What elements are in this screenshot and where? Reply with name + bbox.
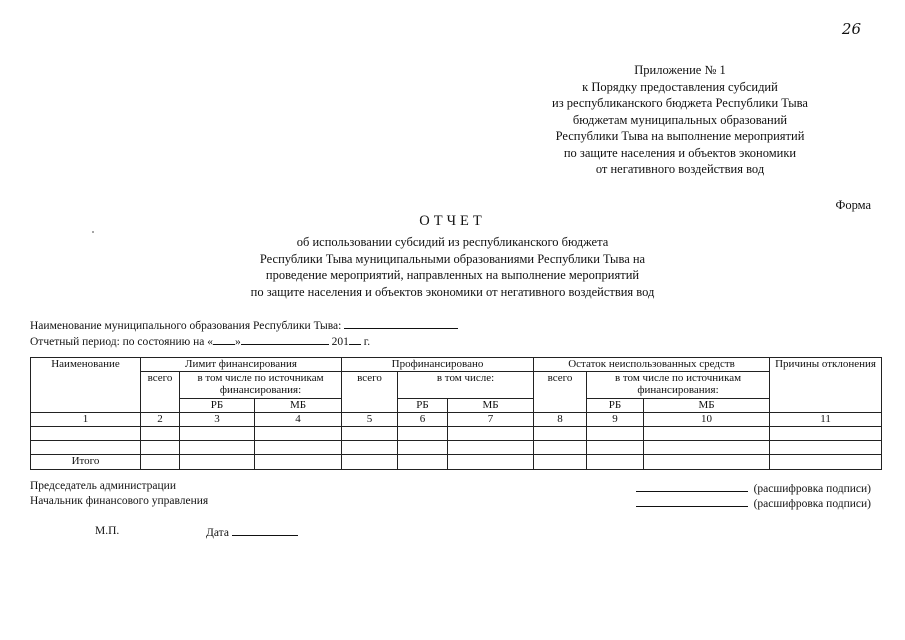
table-cell[interactable]	[255, 441, 342, 455]
report-title: ОТЧЕТ	[419, 213, 486, 229]
finance-head-decoding: (расшифровка подписи)	[753, 498, 871, 510]
table-cell[interactable]	[534, 441, 587, 455]
chairman-decoding: (расшифровка подписи)	[753, 483, 871, 495]
header-remainder: Остаток неиспользованных средств	[534, 358, 770, 372]
column-number: 8	[534, 413, 587, 427]
table-cell[interactable]	[770, 427, 882, 441]
header-remainder-total: всего	[534, 372, 587, 413]
table-cell[interactable]	[770, 441, 882, 455]
seal-label: М.П.	[95, 525, 120, 537]
column-number: 3	[180, 413, 255, 427]
table-cell[interactable]	[31, 427, 141, 441]
subtitle-line: об использовании субсидий из республиканского бюджета	[296, 235, 609, 249]
total-row	[31, 455, 882, 470]
period-year-field[interactable]	[349, 334, 361, 345]
total-row-label: Итого	[31, 455, 141, 470]
header-financed-total: всего	[342, 372, 398, 413]
header-limit-total: всего	[141, 372, 180, 413]
table-cell[interactable]	[141, 455, 180, 470]
subtitle-line: Республики Тыва муниципальными образованиями Республики Тыва на	[259, 251, 646, 266]
chairman-label: Председатель администрации	[30, 480, 176, 492]
report-table	[30, 357, 882, 470]
table-cell[interactable]	[342, 455, 398, 470]
table-cell[interactable]	[448, 455, 534, 470]
appendix-line: Приложение № 1	[634, 63, 726, 77]
table-cell[interactable]	[398, 441, 448, 455]
appendix-line: к Порядку предоставления субсидий	[582, 79, 778, 94]
table-cell[interactable]	[770, 455, 882, 470]
date-label: Дата	[206, 527, 229, 539]
table-cell[interactable]	[342, 441, 398, 455]
column-number: 4	[255, 413, 342, 427]
subtitle-line: по защите населения и объектов экономики от негативного воздействия вод	[250, 284, 655, 299]
table-cell[interactable]	[587, 455, 644, 470]
municipality-label: Наименование муниципального образования Республики Тыва:	[30, 320, 342, 332]
report-subtitle	[130, 234, 775, 300]
column-number: 9	[587, 413, 644, 427]
table-cell[interactable]	[180, 427, 255, 441]
header-financed-rb: РБ	[398, 399, 448, 413]
column-number: 7	[448, 413, 534, 427]
column-number: 6	[398, 413, 448, 427]
period-day-field[interactable]	[213, 334, 235, 345]
municipality-line	[30, 318, 458, 334]
date-line	[206, 525, 298, 539]
period-line	[30, 334, 458, 350]
period-suffix: г.	[363, 336, 371, 348]
appendix-block	[500, 62, 860, 178]
finance-head-signature	[636, 496, 871, 510]
header-limit: Лимит финансирования	[141, 358, 342, 372]
table-cell[interactable]	[448, 427, 534, 441]
period-month-field[interactable]	[241, 334, 329, 345]
form-label: Форма	[835, 198, 871, 212]
appendix-line: из республиканского бюджета Республики Тыва	[552, 96, 808, 110]
column-number: 10	[644, 413, 770, 427]
table-cell[interactable]	[141, 441, 180, 455]
column-number: 1	[31, 413, 141, 427]
table-cell[interactable]	[587, 441, 644, 455]
table-cell[interactable]	[180, 441, 255, 455]
municipality-field[interactable]	[344, 318, 458, 329]
header-limit-sources: в том числе по источникам финансирования:	[180, 372, 342, 399]
table-row	[31, 441, 882, 455]
table-cell[interactable]	[255, 455, 342, 470]
header-remainder-sources: в том числе по источникам финансирования:	[587, 372, 770, 399]
table-cell[interactable]	[141, 427, 180, 441]
appendix-line: по защите населения и объектов экономики	[563, 145, 797, 160]
subtitle-line: проведение мероприятий, направленных на выполнение мероприятий	[265, 268, 640, 282]
header-financed: Профинансировано	[342, 358, 534, 372]
period-year: 201	[331, 336, 349, 348]
table-cell[interactable]	[587, 427, 644, 441]
period-quote: »	[235, 336, 241, 348]
table-cell[interactable]	[342, 427, 398, 441]
header-limit-mb: МБ	[255, 399, 342, 413]
column-number-row	[31, 413, 882, 427]
header-reasons: Причины отклонения	[770, 358, 882, 413]
table-cell[interactable]	[255, 427, 342, 441]
report-info	[30, 318, 458, 350]
finance-head-label: Начальник финансового управления	[30, 495, 209, 507]
table-cell[interactable]	[644, 427, 770, 441]
header-remainder-mb: МБ	[644, 399, 770, 413]
table-cell[interactable]	[534, 455, 587, 470]
column-number: 2	[141, 413, 180, 427]
table-cell[interactable]	[398, 427, 448, 441]
header-financed-mb: МБ	[448, 399, 534, 413]
appendix-line: бюджетам муниципальных образований	[572, 112, 788, 127]
header-limit-rb: РБ	[180, 399, 255, 413]
header-financed-including: в том числе:	[398, 372, 534, 399]
table-cell[interactable]	[180, 455, 255, 470]
table-row	[31, 427, 882, 441]
scan-speck	[92, 231, 94, 233]
appendix-line: от негативного воздействия вод	[595, 162, 765, 176]
period-label: Отчетный период: по состоянию на «	[30, 336, 214, 348]
table-cell[interactable]	[398, 455, 448, 470]
chairman-signature	[636, 481, 871, 495]
table-cell[interactable]	[644, 455, 770, 470]
column-number: 5	[342, 413, 398, 427]
table-cell[interactable]	[534, 427, 587, 441]
header-remainder-rb: РБ	[587, 399, 644, 413]
table-cell[interactable]	[31, 441, 141, 455]
table-cell[interactable]	[448, 441, 534, 455]
column-number: 11	[770, 413, 882, 427]
table-cell[interactable]	[644, 441, 770, 455]
date-field[interactable]	[232, 525, 298, 536]
chairman-signature-field[interactable]	[636, 481, 748, 492]
page-number: 26	[841, 20, 861, 38]
appendix-line: Республики Тыва на выполнение мероприятий	[555, 129, 805, 143]
finance-head-signature-field[interactable]	[636, 496, 748, 507]
header-name: Наименование	[31, 358, 141, 413]
